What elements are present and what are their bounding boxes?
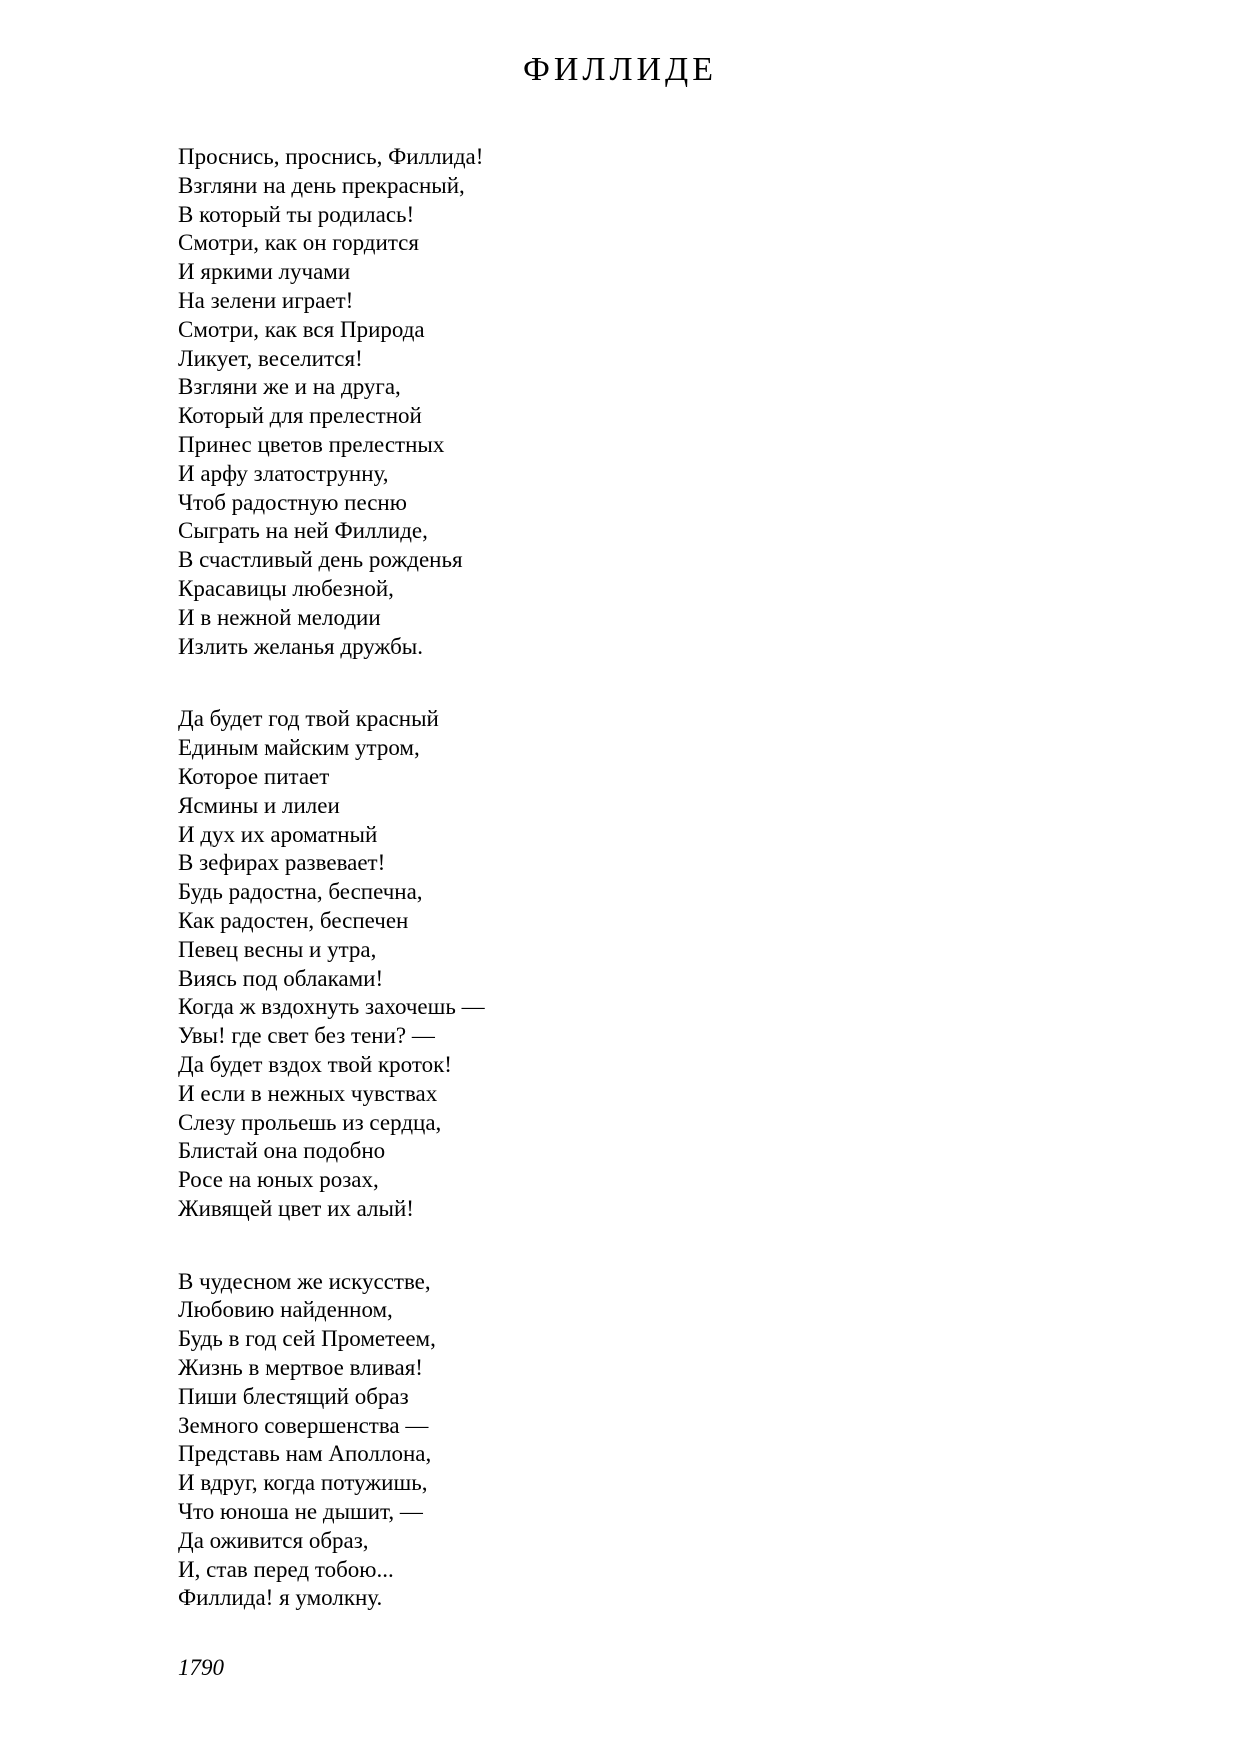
verse-line: Филлида! я умолкну.: [178, 1585, 383, 1611]
verse-line: И вдруг, когда потужишь,: [178, 1470, 428, 1496]
verse-line: Чтоб радостную песню: [178, 489, 407, 515]
verse-line: Когда ж вздохнуть захочешь —: [178, 994, 485, 1020]
verse-line: Который для прелестной: [178, 403, 422, 429]
verse-line: В зефирах развевает!: [178, 850, 386, 876]
verse-line: Что юноша не дышит, —: [178, 1499, 423, 1525]
verse-line: Живящей цвет их алый!: [178, 1195, 414, 1221]
verse-line: Жизнь в мертвое вливая!: [178, 1355, 423, 1381]
verse-line: Взгляни же и на друга,: [178, 374, 401, 400]
verse-line: В счастливый день рожденья: [178, 547, 463, 573]
verse-line: Слезу прольешь из сердца,: [178, 1109, 442, 1135]
verse-line: Да будет год твой красный: [178, 706, 439, 732]
verse-line: Земного совершенства —: [178, 1412, 429, 1438]
verse-line: Взгляни на день прекрасный,: [178, 172, 465, 198]
verse-line: Росе на юных розах,: [178, 1167, 379, 1193]
verse-line: Любовию найденном,: [178, 1297, 393, 1323]
verse-line: Блистай она подобно: [178, 1138, 386, 1164]
verse-line: В который ты родилась!: [178, 201, 415, 227]
stanza-1: [178, 143, 1078, 661]
stanza-3: [178, 1268, 1078, 1614]
verse-line: Увы! где свет без тени? —: [178, 1023, 435, 1049]
verse-line: И арфу златострунну,: [178, 460, 389, 486]
verse-line: В чудесном же искусстве,: [178, 1268, 431, 1294]
verse-line: И если в нежных чувствах: [178, 1080, 438, 1106]
verse-line: Принес цветов прелестных: [178, 431, 445, 457]
verse-line: На зелени играет!: [178, 287, 354, 313]
verse-line: Будь радостна, беспечна,: [178, 879, 423, 905]
verse-line: Излить желанья дружбы.: [178, 633, 423, 659]
verse-line: Пиши блестящий образ: [178, 1383, 409, 1409]
stanza-2: [178, 705, 1078, 1223]
verse-line: Сыграть на ней Филлиде,: [178, 518, 428, 544]
verse-line: И яркими лучами: [178, 259, 351, 285]
verse-line: Смотри, как вся Природа: [178, 316, 425, 342]
verse-line: Да будет вздох твой кроток!: [178, 1051, 452, 1077]
verse-line: Представь нам Аполлона,: [178, 1441, 432, 1467]
verse-line: Красавицы любезной,: [178, 575, 394, 601]
verse-line: Ликует, веселится!: [178, 345, 363, 371]
verse-line: Которое питает: [178, 763, 330, 789]
verse-line: Как радостен, беспечен: [178, 907, 409, 933]
verse-line: Проснись, проснись, Филлида!: [178, 144, 484, 169]
verse-line: Единым майским утром,: [178, 735, 420, 761]
verse-line: Ясмины и лилеи: [178, 792, 340, 818]
verse-line: Да оживится образ,: [178, 1527, 369, 1553]
verse-line: И в нежной мелодии: [178, 604, 381, 630]
poem-body: [178, 143, 1078, 1613]
verse-line: Будь в год сей Прометеем,: [178, 1326, 436, 1352]
verse-line: И дух их ароматный: [178, 821, 378, 847]
verse-line: Виясь под облаками!: [178, 965, 384, 991]
verse-line: Смотри, как он гордится: [178, 230, 419, 256]
poem-title: ФИЛЛИДЕ: [522, 51, 718, 88]
verse-line: И, став перед тобою...: [178, 1556, 394, 1582]
verse-line: Певец весны и утра,: [178, 936, 377, 962]
poem-date: 1790: [178, 1655, 224, 1680]
